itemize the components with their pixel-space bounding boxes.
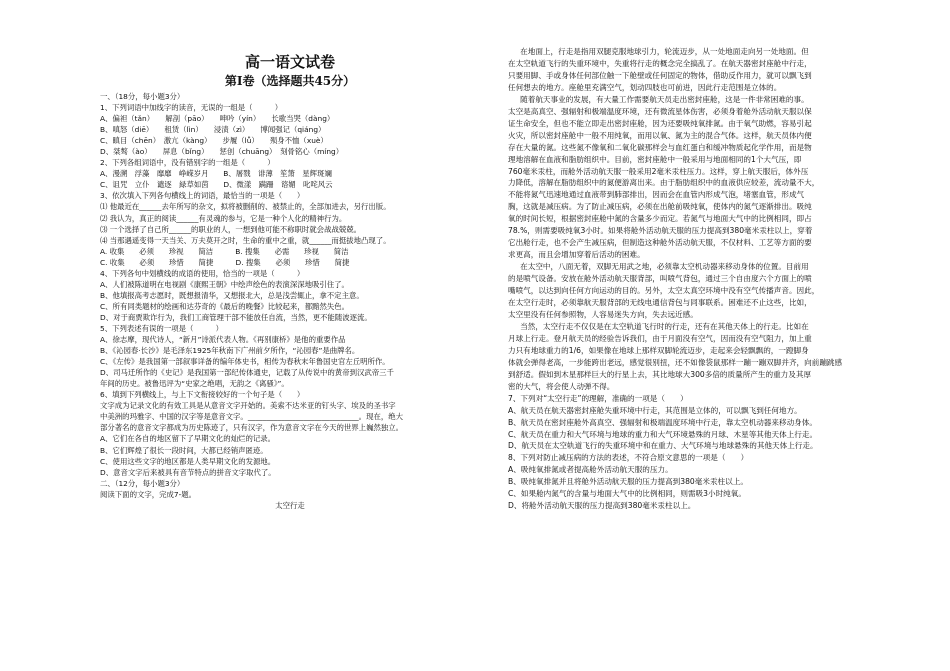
q5-option-d: D、司马迁所作的《史记》是我国第一部纪传体通史，记载了从传说中的黄帝到汉武帝三千 — [100, 368, 394, 378]
q3-sentence-1: ⑴ 他最近在______去年所写的杂文，拟将被删削的、被禁止的，全部加进去，另行出版。 — [100, 202, 391, 212]
question-2: 2、下列各组词语中，没有错别字的一组是（ ） — [100, 158, 275, 168]
passage-line: 力降低，溶解在脂肪组织中的氮便游离出来。由于脂肪组织中的血液供应较差，流动量不大， — [508, 178, 820, 188]
passage-line: 太空里没有任何参照物，人容易迷失方向，失去远近感。 — [508, 309, 698, 319]
question-5: 5、下列表述有误的一项是（ ） — [100, 323, 223, 333]
q4-option-b: B、他填报高考志愿时，既想报清华，又想报北大，总是浅尝辄止，拿不定主意。 — [100, 290, 364, 300]
q1-option-b: B、嗔怒（diē） 租赁（lìn） 浸渍（zì） 博闻强记（qiáng） — [100, 125, 326, 135]
q4-option-d: D、对于商贾欺诈行为，我们工商管理干部不能放任自流，当然，更不能随波逐流。 — [100, 312, 372, 322]
passage-line: 胸，这就是减压病。为了防止减压病，必须在出舱前吸纯氧，使体内的氮气逐渐排出。吸纯 — [508, 202, 812, 212]
q3-options-ab: A. 收集 必须 珍视 简洁 B. 搜集 必需 珍视 简洁 — [100, 246, 349, 256]
question-4: 4、下列各句中划横线的成语的使用，恰当的一项是（ ） — [100, 268, 305, 278]
passage-line: 月球上行走。登月航天员的经验告诉我们，由于月面没有空气，因而没有空气阻力，加上重 — [508, 333, 812, 343]
question-6: 6、填到下列横线上，与上下文衔接较好的一个句子是（ ） — [100, 390, 305, 400]
q4-option-a: A、人们被陈道明在电视剧《康熙王朝》中绘声绘色的表演深深地吸引住了。 — [100, 279, 349, 289]
right-column — [508, 46, 908, 512]
section-2-heading: 二、（12分，每小题3分） — [100, 478, 185, 488]
passage-line: 太空是高真空、强辐射和极端温度环境，还有微流星体伤害，必须身着舱外活动航天服以保 — [508, 106, 812, 116]
passage-line: 在太空行走时，必须靠航天服背部的无线电通信背包与同事联系。困难还不止这些，比如， — [508, 298, 812, 308]
q4-option-c: C、所有同类题材的绘画和达芬奇的《最后的晚餐》比较起来，都黯然失色。 — [100, 301, 350, 311]
passage-line: 在太空中，八面无着，双脚无用武之地，必须靠太空机动器来移动身体的位置。目前用 — [520, 262, 809, 272]
q3-sentence-2: ⑵ 我认为，真正的阅读______有灵魂的参与，它是一种个人化的精神行为。 — [100, 213, 347, 223]
q6-option-b: B、它们辉煌了很长一段时间，大都已经销声匿迹。 — [100, 445, 268, 455]
passage-line: 氧的时间长短，根据密封座舱中氮的含量多少而定。若氮气与地面大气中的比例相同，即占 — [508, 214, 812, 224]
q6-passage-3: 部分著名的意音文字都成为历史陈迹了，只有汉字，作为意音文字在今天的世界上巍然独立。 — [100, 423, 404, 433]
passage-line: 体就会弹得老高，一步能跨出老远，感觉很别扭，还不如像袋鼠那样一蹦一蹦双脚并齐，向前蹦跳感 — [508, 357, 843, 367]
passage-line: 78.%，则需要吸纯氧3小时。如果将舱外活动航天服的压力提高到380毫米汞柱以上，穿着 — [508, 226, 813, 236]
passage-line: 它出舱行走，也不会产生减压病，但制造这种舱外活动航天服，不仅材料、工艺等方面的要 — [508, 238, 812, 248]
passage-line: 力只有地球重力的1/6，如果像在地球上那样双脚轮流迈步，走起来会轻飘飘的，一蹬脚身 — [508, 345, 809, 355]
q2-options-ab: A、漫溯 浮藻 靡靡 峥嵘岁月 B、屠戮 诽薄 笙箫 星辉斑斓 — [100, 169, 332, 179]
q2-options-cd: C、诅咒 立仆 谴逐 緑草如茵 D、微漾 蹒跚 谘媚 叱咤风云 — [100, 180, 333, 190]
q6-option-d: D、意音文字后来被具有音节特点的拼音文字取代了。 — [100, 467, 276, 477]
passage-line: 到舒适。假如到木星那样巨大的行星上去，其比地球大300多倍的质量所产生的重力及其厚 — [508, 369, 812, 379]
q1-option-d: D、桀骜（ào） 屏息（bǐng） 惩创（chuāng） 刻骨铭心（míng） — [100, 147, 344, 157]
question-7: 7、下列对“太空行走”的理解，准确的一项是（ ） — [508, 393, 688, 403]
passage-line: 任何想去的地方。座舱里充满空气，划动四肢也可前进，因此行走范围是立体的。 — [508, 82, 782, 92]
question-1: 1、下列词语中加线字的读音，无误的一组是（ ） — [100, 103, 283, 113]
section-heading: 一、（18分，每小题3分） — [100, 92, 185, 101]
q8-option-a: A、吸纯氧排氮或者提高舱外活动航天服的压力。 — [508, 465, 673, 475]
exam-title: 高一语文试卷 — [244, 53, 335, 71]
q5-option-c: C、《左传》是我国第一部叙事详备的编年体史书，相传为春秋末年鲁国史官左丘明所作。 — [100, 357, 390, 367]
passage-line: 在地面上，行走是指用双腿克服地球引力，轮流迈步，从一处地面走向另一处地面。但 — [520, 47, 809, 56]
reading-instruction: 阅读下面的文字，完成7-题。 — [100, 489, 197, 499]
passage-line: 不能将氮气迅速地通过血液带到肺部排出，因而会在血管内形成气泡，堵塞血管，形成气 — [508, 190, 805, 200]
q8-option-c: C、如果舱内氮气的含量与地面大气中的比例相同，则需吸3小时纯氧。 — [508, 489, 746, 499]
q5-option-d-cont: 年间的历史。被鲁迅评为“史家之绝唱，无韵之《离骚》”。 — [100, 379, 289, 389]
passage-line: 求更高，而且会增加穿着后活动的困难。 — [508, 250, 645, 260]
passage-title: 太空行走 — [275, 500, 305, 510]
q8-option-b: B、吸纯氧排氮并且将舱外活动航天服的压力提高到380毫米汞柱以上。 — [508, 477, 748, 487]
passage-line: 证生命安全，但也不能立即走出密封座舱，因为还要吸纯氧排氮。由于氧气助燃，容易引起 — [508, 118, 812, 128]
q7-option-a: A、航天员在航天器密封座舱失重环境中行走，其范围是立体的，可以飘飞到任何地方。 — [508, 405, 802, 415]
passage-line: 随着航天事业的发展，有大量工作需要航天员走出密封座舱，这是一件非常困难的事。 — [520, 94, 809, 104]
q3-sentence-4: ⑷ 当那遇遥变得一天当关、万夫莫开之时，生命的重中之重，就______而挺拔地凸现了。 — [100, 235, 391, 245]
passage-line: 当然，太空行走不仅仅是在太空轨道飞行时的行走，还有在其他天体上的行走。比如在 — [520, 321, 809, 331]
passage-line: 理地溶解在血液和脂肪组织中。目前，密封座舱中一般采用与地面相同的1个大气压，即 — [508, 154, 802, 164]
q3-options-cd: C. 收集 必须 珍惜 简捷 D. 搜集 必须 珍惜 简捷 — [100, 257, 350, 267]
q3-sentence-3: ⑶ 一个选择了自己所______的职业的人，一想到他可能不称职时就会战战兢兢。 — [100, 224, 362, 234]
q5-option-a: A、徐志摩，现代诗人，“新月”诗派代表人物。《再别康桥》是他的重要作品 — [100, 335, 346, 345]
q7-option-b: B、航天员在密封座舱外高真空、强辐射和极端温度环境中行走，靠太空机动器来移动身体。 — [508, 417, 817, 427]
q7-option-c: C、航天员在重力和大气环境与地球的重力和大气环境悬殊的月球、木星等其他天体上行走。 — [508, 429, 818, 439]
section-title: 第Ⅰ卷（选择题共45分） — [224, 74, 356, 88]
q1-option-c: C、瞋目（chēn） 激亢（kàng） 步履（lǚ） 殒身不恤（xuè） — [100, 136, 328, 146]
q8-option-d: D、将舱外活动航天服的压力提高到380毫米汞柱以上。 — [508, 501, 696, 511]
passage-line: 760毫米汞柱，而舱外活动航天服一般采用2毫米汞柱压力。这样，穿上航天服后，体外压 — [508, 166, 809, 176]
passage-line: 在太空轨道飞行的失重环境中，失重将行走的概念完全搞乱了。在航天器密封座舱中行走， — [508, 58, 812, 68]
left-column — [100, 52, 480, 511]
passage-line: 存在大量的氮。这些氮不像氧和二氧化碳那样会与血红蛋白和缓冲物质起化学作用，而是物 — [508, 142, 812, 152]
q6-passage-2: 中美洲的玛雅字、中国的汉字等是意音文字。______________________________。现在，绝大 — [100, 412, 404, 422]
question-3: 3、依次填入下列各句横线上的词语，最恰当的一项是（ ） — [100, 191, 305, 201]
q7-option-d: D、航天员在太空轨道飞行的失重环境中和在重力、大气环境与地球悬殊的其他天体上行走。 — [508, 441, 818, 451]
q6-option-c: C、使用这些文字的地区都是人类早期文化的发源地。 — [100, 456, 276, 466]
q6-option-a: A、它们在各自的地区留下了早期文化的灿烂的记录。 — [100, 434, 276, 444]
q6-passage-1: 文字成为记录文化的有效工具是从意音文字开始的。美索不达米亚的钉头字、埃及的圣书字 — [100, 401, 396, 411]
question-8: 8、下列对防止减压病的方法的表述，不符合原文意思的一项是（ ） — [508, 453, 749, 463]
passage-line: 只要用脚、手或身体任何部位触一下舱壁或任何固定的物体，借助反作用力，就可以飘飞到 — [508, 70, 812, 80]
passage-line: 的是喷气设备。安放在舱外活动航天服背部，叫喷气背包，通过三个自由度六个方面上的喷 — [508, 274, 812, 284]
passage-line: 火灾，所以密封座舱中一般不用纯氧，而用以氧、氮为主的混合气体。这样，航天员体内便 — [508, 130, 812, 140]
q1-option-a: A、偏袒（tǎn） 解剖（pāo） 呻吟（yín） 长歌当哭（dàng） — [100, 114, 335, 124]
q5-option-b: B、《沁园春·长沙》是毛泽东1925年秋南下广州前夕所作，“沁园春”是曲牌名。 — [100, 346, 360, 356]
passage-line: 密的大气，将会使人动弹不得。 — [508, 381, 615, 391]
passage-line: 嘴喷气，以达到向任何方向运动的目的。另外，太空太真空环境中没有空气传播声音。因此， — [508, 286, 820, 296]
